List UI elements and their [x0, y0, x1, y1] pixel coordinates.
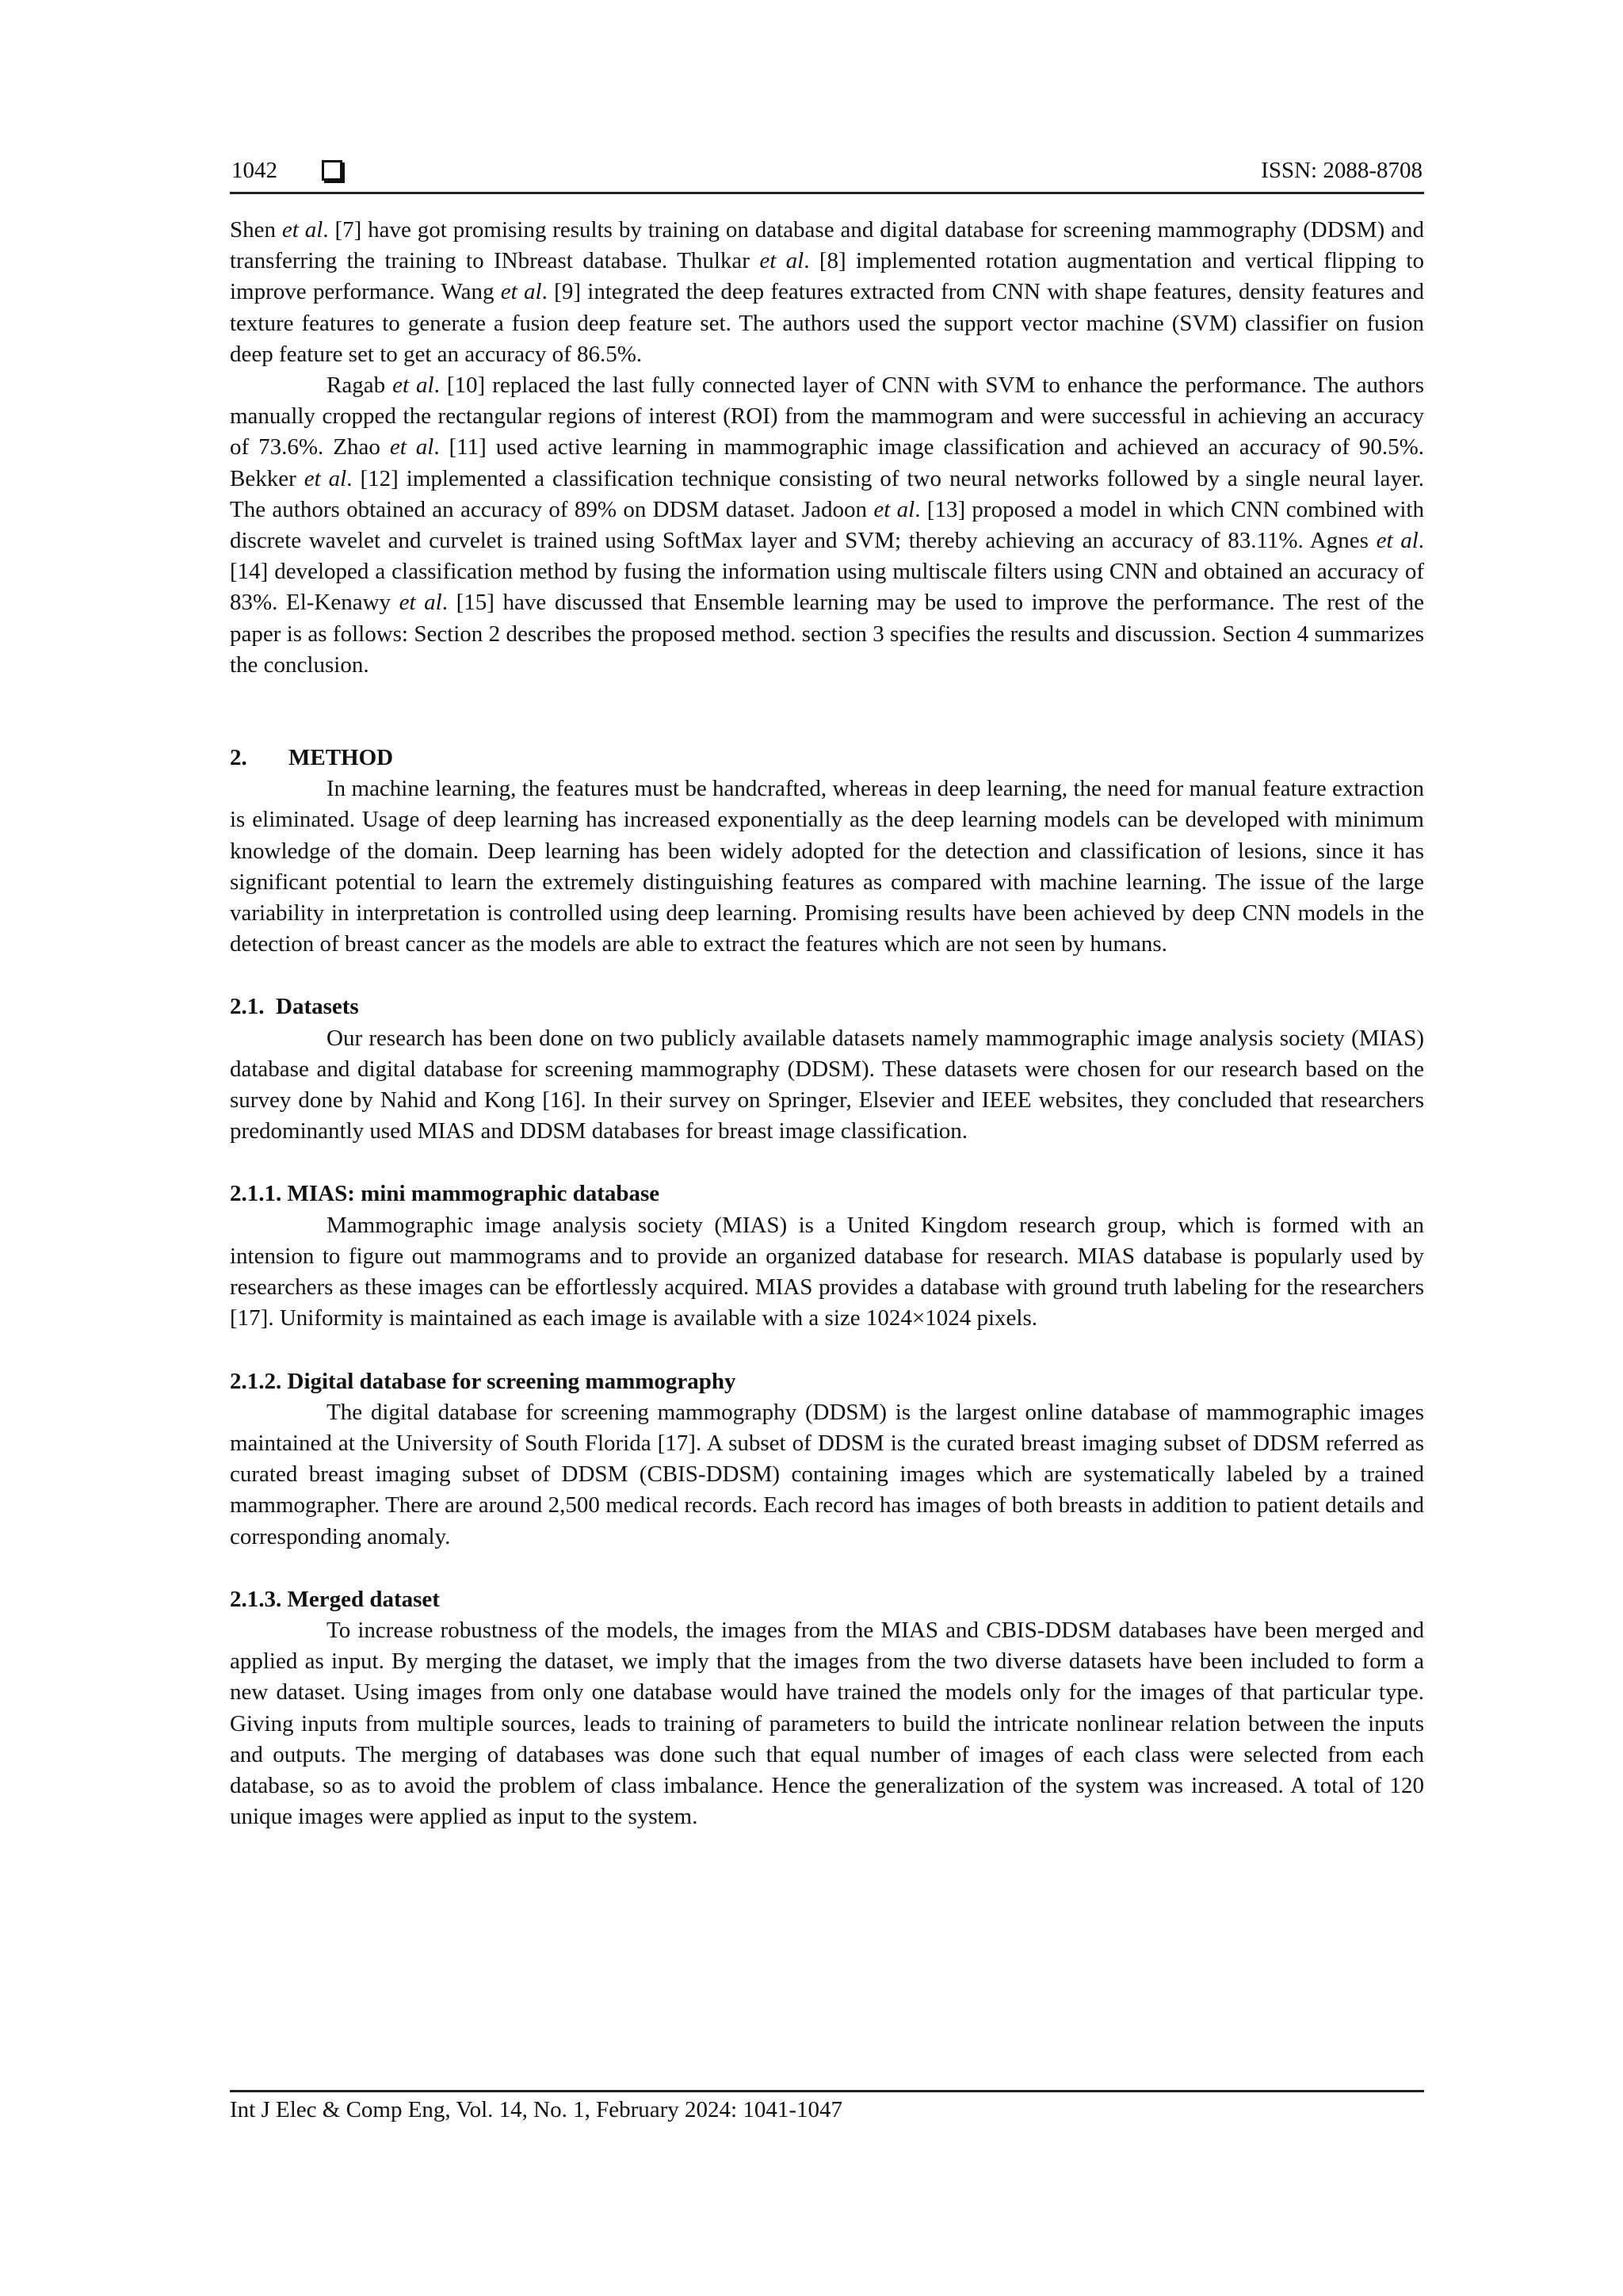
square-bullet-icon — [322, 160, 342, 181]
page-number: 1042 — [231, 158, 277, 183]
subsection-heading-mias: 2.1.1. MIAS: mini mammographic database — [230, 1181, 660, 1207]
mias-paragraph: Mammographic image analysis society (MIAS) is a United Kingdom research group, which is formed with an intension to figure out mammograms and to provide an organized database for research. MIAS database is popularly used by researchers as these images can be effortlessly acquired. MIAS provides a database with ground truth labeling for the researchers [17]. Uniformity is maintained as each image is available with a size 1024×1024 pixels. — [230, 1212, 1424, 1331]
intro-paragraph-1: Shen et al. [7] have got promising results by training on database and digital database for screening mammography (DDSM) and transferring the training to INbreast database. Thulkar et al. [8] implemented rotation augmentation and vertical flipping to improve performance. Wang et al. [9] integrated the deep features extracted from CNN with shape features, density features and texture features to generate a fusion deep feature set. The authors used the support vector machine (SVM) classifier on fusion deep feature set to get an accuracy of 86.5%. — [230, 217, 1425, 367]
subsection-heading-datasets: 2.1. Datasets — [230, 994, 359, 1020]
page-body — [230, 215, 1424, 1832]
journal-citation: Int J Elec & Comp Eng, Vol. 14, No. 1, February 2024: 1041-1047 — [230, 2097, 843, 2122]
method-paragraph: In machine learning, the features must be handcrafted, whereas in deep learning, the need for manual feature extraction is eliminated. Usage of deep learning has increased exponentially as the deep learning models can be developed with minimum knowledge of the domain. Deep learning has been widely adopted for the detection and classification of lesions, since it has significant potential to learn the extremely distinguishing features as compared with machine learning. The issue of the large variability in interpretation is controlled using deep learning. Promising results have been achieved by deep CNN models in the detection of breast cancer as the models are able to extract the features which are not seen by humans. — [230, 776, 1424, 957]
subsection-heading-merged: 2.1.3. Merged dataset — [230, 1586, 440, 1612]
merged-paragraph: To increase robustness of the models, the images from the MIAS and CBIS-DDSM databases have been merged and applied as input. By merging the dataset, we imply that the images from the two diverse datasets have been included to form a new dataset. Using images from only one database would have trained the models only for the images of that particular type. Giving inputs from multiple sources, leads to training of parameters to build the intricate nonlinear relation between the inputs and outputs. The merging of databases was done such that equal number of images of each class were selected from each database, so as to avoid the problem of class imbalance. Hence the generalization of the system was increased. A total of 120 unique images were applied as input to the system. — [230, 1617, 1424, 1830]
section-number: 2. — [230, 745, 247, 771]
datasets-paragraph: Our research has been done on two publicly available datasets namely mammographic image analysis society (MIAS) database and digital database for screening mammography (DDSM). These datasets were chosen for our research based on the survey done by Nahid and Kong [16]. In their survey on Springer, Elsevier and IEEE websites, they concluded that researchers predominantly used MIAS and DDSM databases for breast image classification. — [230, 1025, 1424, 1144]
page-header — [230, 155, 1424, 194]
section-title: METHOD — [288, 745, 394, 771]
ddsm-paragraph: The digital database for screening mammography (DDSM) is the largest online database of mammographic images maintained at the University of South Florida [17]. A subset of DDSM is the curated breast imaging subset of DDSM referred as curated breast imaging subset of DDSM (CBIS-DDSM) containing images which are systematically labeled by a trained mammographer. There are around 2,500 medical records. Each record has images of both breasts in addition to patient details and corresponding anomaly. — [230, 1399, 1424, 1549]
subsection-heading-ddsm: 2.1.2. Digital database for screening mammography — [230, 1368, 736, 1394]
page-footer — [230, 2090, 1424, 2123]
issn-label: ISSN: 2088-8708 — [1261, 158, 1423, 183]
intro-paragraph-2: Ragab et al. [10] replaced the last fully connected layer of CNN with SVM to enhance the performance. The authors manually cropped the rectangular regions of interest (ROI) from the mammogram and were successful in achieving an accuracy of 73.6%. Zhao et al. [11] used active learning in mammographic image classification and achieved an accuracy of 90.5%. Bekker et al. [12] implemented a classification technique consisting of two neural networks followed by a single neural layer. The authors obtained an accuracy of 89% on DDSM dataset. Jadoon et al. [13] proposed a model in which CNN combined with discrete wavelet and curvelet is trained using SoftMax layer and SVM; thereby achieving an accuracy of 83.11%. Agnes et al. [14] developed a classification method by fusing the information using multiscale filters using CNN and obtained an accuracy of 83%. El-Kenawy et al. [15] have discussed that Ensemble learning may be used to improve the performance. The rest of the paper is as follows: Section 2 describes the proposed method. section 3 specifies the results and discussion. Section 4 summarizes the conclusion. — [230, 372, 1424, 678]
section-heading-method — [230, 743, 1424, 774]
